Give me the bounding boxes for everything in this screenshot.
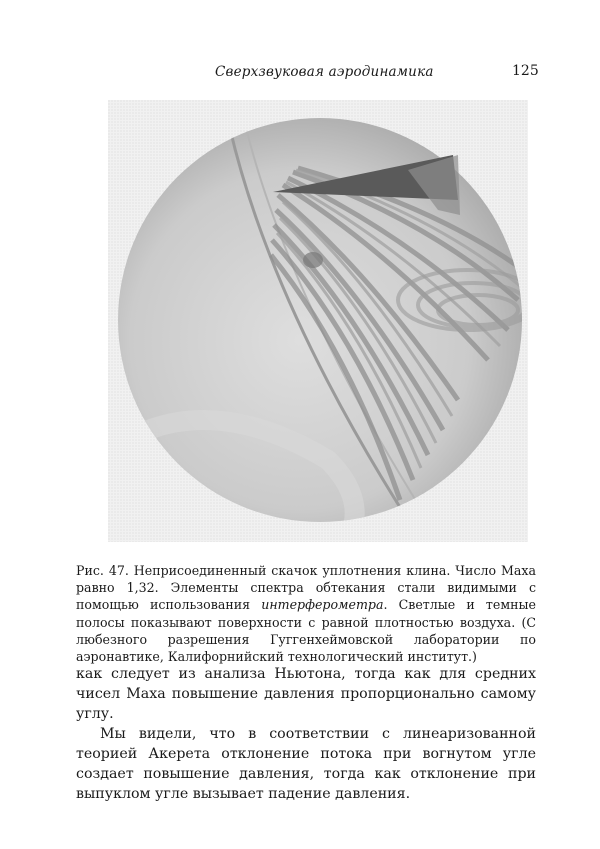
running-header-title: Сверхзвуковая аэродинамика [215,64,434,80]
body-text [76,664,536,804]
paragraph: как следует из анализа Ньютона, тогда как для средних чисел Маха повышение давления пропорционально самому углу. [76,666,536,722]
caption-text-start: Рис. 47. Неприсоединенный скачок уплотнения клина. Число Маха равно 1,32. Элементы спектра обтекания стали видимыми с помощью использования [76,563,536,613]
paragraph: Мы видели, что в соответствии с линеаризованной теорией Акерета отклонение потока при вогнутом угле создает повышение давления, тогда как отклонение при выпуклом угле вызывает падение давления. [76,726,536,802]
caption-italic-term: интерферометра [261,597,384,613]
caption-text-end: . Светлые и темные полосы показывают поверхности с равной плотностью воздуха. (С любезного разрешения Гуггенхеймовской лаборатории по аэронавтике, Калифорнийский технологический институт.) [76,597,536,665]
interferogram-figure [108,100,528,542]
figure-caption [76,562,536,665]
interferogram-image [108,100,528,542]
page-number: 125 [512,63,539,79]
